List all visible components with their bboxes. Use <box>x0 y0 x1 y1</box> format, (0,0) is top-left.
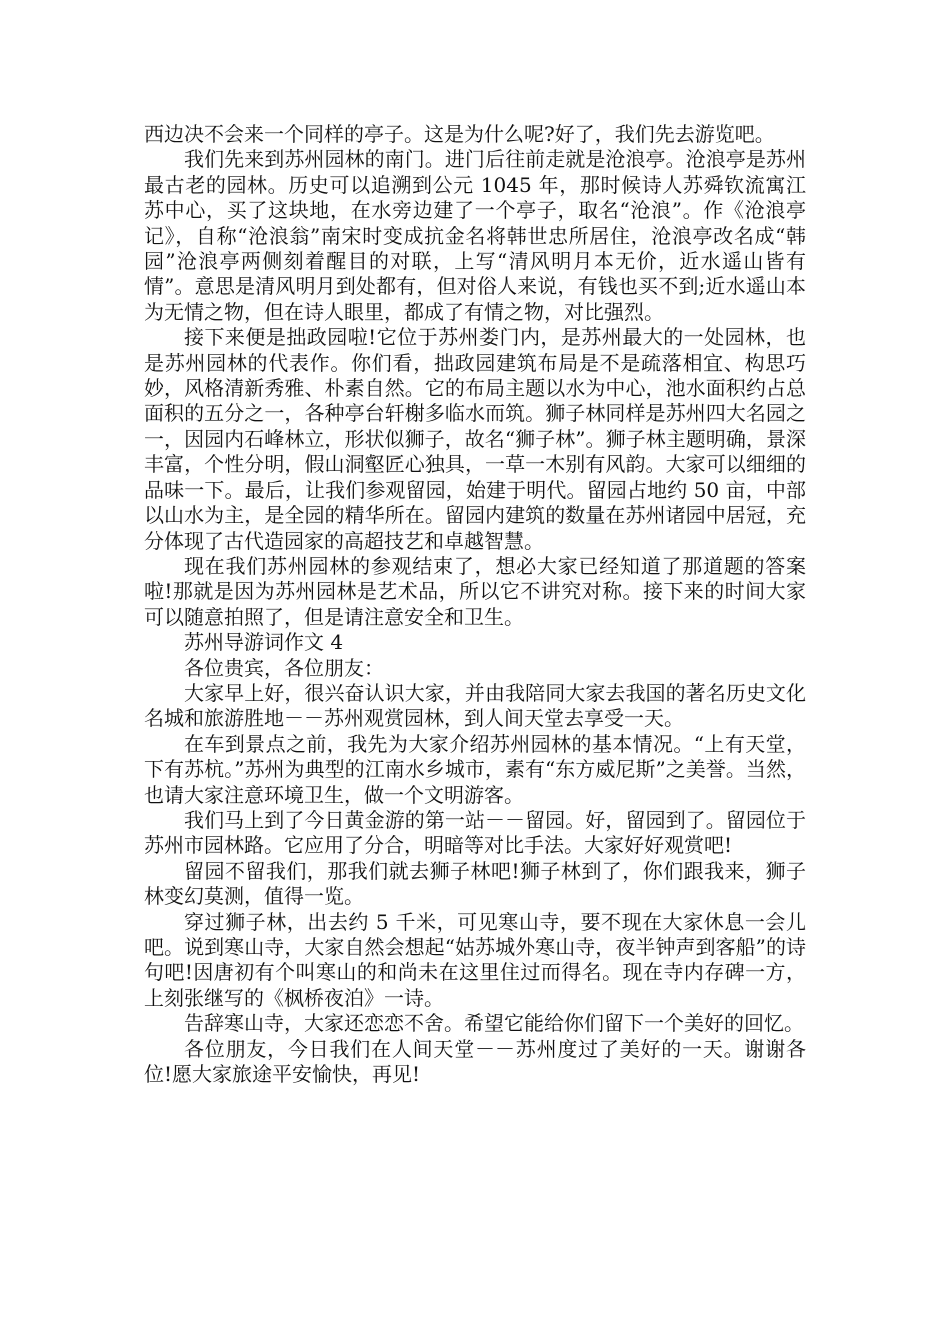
paragraph-12: 告辞寒山寺，大家还恋恋不舍。希望它能给你们留下一个美好的回忆。 <box>184 1011 804 1036</box>
paragraph-11: 穿过狮子林，出去约 5 千米，可见寒山寺，要不现在大家休息一会儿吧。说到寒山寺，大家自然会想起“姑苏城外寒山寺，夜半钟声到客船”的诗句吧!因唐初有个叫寒山的和尚未在这里住过而得名。现在寺内存碑一方，上刻张继写的《枫桥夜泊》一诗。 <box>144 909 806 1010</box>
paragraph-7: 大家早上好，很兴奋认识大家，并由我陪同大家去我国的著名历史文化名城和旅游胜地－－苏州观赏园林，到人间天堂去享受一天。 <box>144 680 806 731</box>
paragraph-10: 留园不留我们，那我们就去狮子林吧!狮子林到了，你们跟我来，狮子林变幻莫测，值得一览。 <box>144 858 806 909</box>
greeting: 各位贵宾，各位朋友： <box>184 655 384 680</box>
paragraph-8: 在车到景点之前，我先为大家介绍苏州园林的基本情况。“上有天堂，下有苏杭。”苏州为典型的江南水乡城市，素有“东方威尼斯”之美誉。当然，也请大家注意环境卫生，做一个文明游客。 <box>144 731 806 807</box>
paragraph-4: 现在我们苏州园林的参观结束了，想必大家已经知道了那道题的答案啦!那就是因为苏州园林是艺术品，所以它不讲究对称。接下来的时间大家可以随意拍照了，但是请注意安全和卫生。 <box>144 553 806 629</box>
paragraph-13: 各位朋友，今日我们在人间天堂－－苏州度过了美好的一天。谢谢各位!愿大家旅途平安愉快，再见! <box>144 1036 806 1087</box>
paragraph-3: 接下来便是拙政园啦!它位于苏州娄门内，是苏州最大的一处园林，也是苏州园林的代表作。你们看，拙政园建筑布局是不是疏落相宜、构思巧妙，风格清新秀雅、朴素自然。它的布局主题以水为中心，池水面积约占总面积的五分之一，各种亭台轩榭多临水而筑。狮子林同样是苏州四大名园之一，因园内石峰林立，形状似狮子，故名“狮子林”。狮子林主题明确，景深丰富，个性分明，假山洞壑匠心独具，一草一木别有风韵。大家可以细细的品味一下。最后，让我们参观留园，始建于明代。留园占地约 50 亩，中部以山水为主，是全园的精华所在。留园内建筑的数量在苏州诸园中居冠，充分体现了古代造园家的高超技艺和卓越智慧。 <box>144 325 806 553</box>
paragraph-1: 西边决不会来一个同样的亭子。这是为什么呢?好了，我们先去游览吧。 <box>144 122 775 146</box>
paragraph-2: 我们先来到苏州园林的南门。进门后往前走就是沧浪亭。沧浪亭是苏州最古老的园林。历史可以追溯到公元 1045 年，那时候诗人苏舜钦流寓江苏中心，买了这块地，在水旁边建了一个亭子，取名“沧浪”。作《沧浪亭记》，自称“沧浪翁”南宋时变成抗金名将韩世忠所居住，沧浪亭改名成“韩园”沧浪亭两侧刻着醒目的对联，上写“清风明月本无价，近水遥山皆有情”。意思是清风明月到处都有，但对俗人来说，有钱也买不到;近水遥山本为无情之物，但在诗人眼里，都成了有情之物，对比强烈。 <box>144 147 806 324</box>
section-title: 苏州导游词作文 4 <box>184 630 344 655</box>
paragraph-9: 我们马上到了今日黄金游的第一站－－留园。好，留园到了。留园位于苏州市园林路。它应用了分合，明暗等对比手法。大家好好观赏吧! <box>144 807 806 858</box>
document-page <box>144 122 806 1087</box>
